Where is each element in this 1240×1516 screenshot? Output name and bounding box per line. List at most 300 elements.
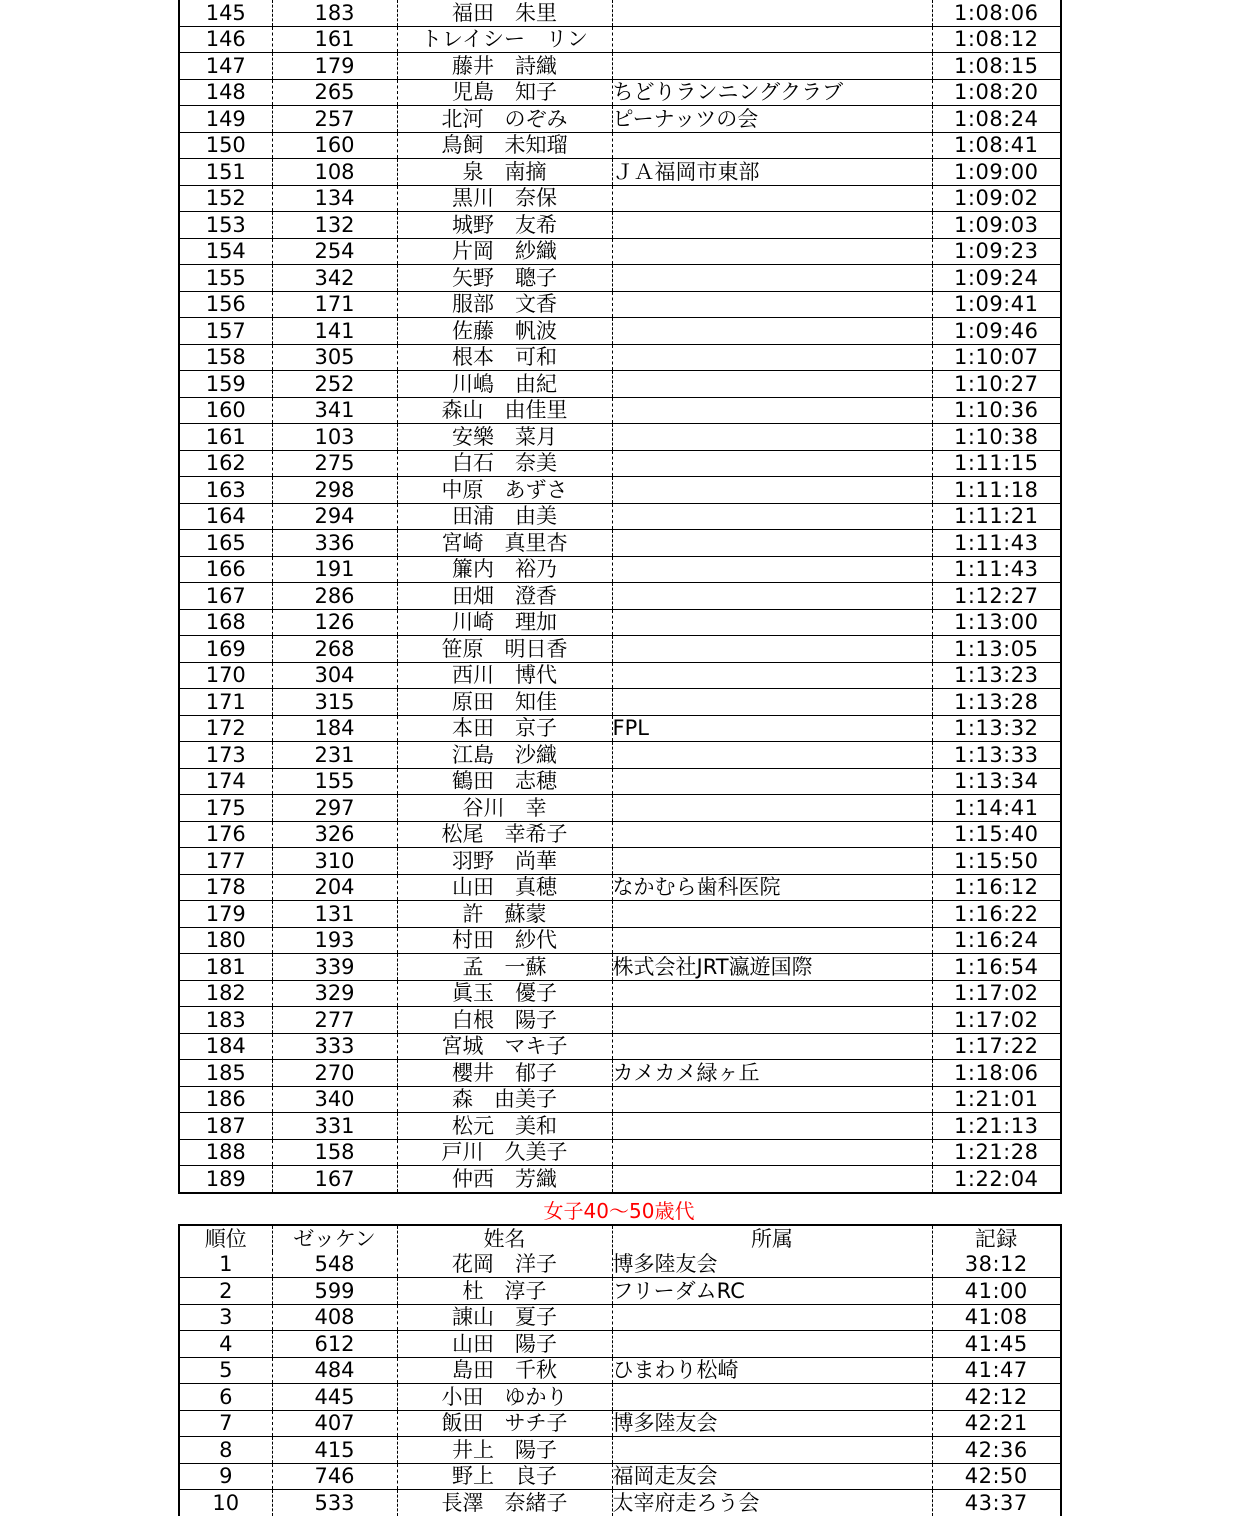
cell-bib: 329: [272, 980, 397, 1007]
cell-bib: 167: [272, 1166, 397, 1193]
cell-name: 飯田 サチ子: [397, 1410, 612, 1437]
cell-time: 1:09:00: [932, 159, 1061, 186]
cell-time: 1:13:23: [932, 662, 1061, 689]
cell-name: 北河 のぞみ: [397, 106, 612, 133]
cell-bib: 304: [272, 662, 397, 689]
cell-time: 1:13:28: [932, 689, 1061, 716]
cell-name: 服部 文香: [397, 291, 612, 318]
cell-name: 許 蘇蒙: [397, 901, 612, 928]
cell-name: 田浦 由美: [397, 503, 612, 530]
table-row: [179, 159, 1061, 186]
cell-name: 川嶋 由紀: [397, 371, 612, 398]
table-row: [179, 583, 1061, 610]
cell-bib: 231: [272, 742, 397, 769]
cell-club: [612, 265, 932, 292]
cell-bib: 310: [272, 848, 397, 875]
cell-time: 1:10:07: [932, 344, 1061, 371]
table-row: [179, 954, 1061, 981]
cell-rank: 157: [179, 318, 272, 345]
cell-name: 本田 京子: [397, 715, 612, 742]
cell-bib: 341: [272, 397, 397, 424]
cell-time: 1:08:24: [932, 106, 1061, 133]
cell-club: ＪＡ福岡市東部: [612, 159, 932, 186]
table-row: [179, 53, 1061, 80]
results-table-body: [179, 0, 1061, 1193]
cell-rank: 153: [179, 212, 272, 239]
cell-club: [612, 397, 932, 424]
cell-club: なかむら歯科医院: [612, 874, 932, 901]
cell-bib: 158: [272, 1139, 397, 1166]
results-table-continued: [178, 0, 1062, 1194]
cell-club: [612, 1437, 932, 1464]
table-row: [179, 1139, 1061, 1166]
section-title: 女子40～50歳代: [543, 1199, 695, 1223]
cell-rank: 183: [179, 1007, 272, 1034]
cell-rank: 189: [179, 1166, 272, 1193]
table-row: [179, 185, 1061, 212]
table-row: [179, 901, 1061, 928]
cell-club: 博多陸友会: [612, 1410, 932, 1437]
table-row: [179, 768, 1061, 795]
cell-bib: 275: [272, 450, 397, 477]
cell-bib: 599: [272, 1278, 397, 1305]
cell-name: 根本 可和: [397, 344, 612, 371]
cell-rank: 161: [179, 424, 272, 451]
cell-bib: 533: [272, 1490, 397, 1516]
cell-time: 1:09:24: [932, 265, 1061, 292]
cell-name: 白石 奈美: [397, 450, 612, 477]
cell-name: 笹原 明日香: [397, 636, 612, 663]
cell-rank: 150: [179, 132, 272, 159]
cell-time: 1:22:04: [932, 1166, 1061, 1193]
cell-club: [612, 503, 932, 530]
cell-name: 宮城 マキ子: [397, 1033, 612, 1060]
cell-rank: 158: [179, 344, 272, 371]
cell-rank: 8: [179, 1437, 272, 1464]
cell-name: トレイシー リン: [397, 26, 612, 53]
table-row: [179, 1166, 1061, 1193]
cell-club: [612, 1384, 932, 1411]
cell-time: 1:16:54: [932, 954, 1061, 981]
cell-name: 鶴田 志穂: [397, 768, 612, 795]
table-row: [179, 291, 1061, 318]
table-row: [179, 1252, 1061, 1278]
table-row: [179, 318, 1061, 345]
cell-club: [612, 344, 932, 371]
cell-time: 41:47: [932, 1357, 1061, 1384]
cell-name: 仲西 芳織: [397, 1166, 612, 1193]
table-row: [179, 212, 1061, 239]
table-row: [179, 371, 1061, 398]
cell-name: 簾内 裕乃: [397, 556, 612, 583]
cell-club: [612, 132, 932, 159]
table-row: [179, 715, 1061, 742]
header-rank: 順位: [179, 1225, 272, 1252]
cell-bib: 179: [272, 53, 397, 80]
table-row: [179, 132, 1061, 159]
cell-bib: 265: [272, 79, 397, 106]
cell-club: [612, 795, 932, 822]
cell-club: [612, 53, 932, 80]
table-row: [179, 1060, 1061, 1087]
cell-club: ピーナッツの会: [612, 106, 932, 133]
cell-name: 井上 陽子: [397, 1437, 612, 1464]
table-row: [179, 1490, 1061, 1516]
cell-rank: 188: [179, 1139, 272, 1166]
cell-time: 1:21:28: [932, 1139, 1061, 1166]
cell-club: [612, 0, 932, 26]
cell-bib: 132: [272, 212, 397, 239]
cell-club: [612, 1331, 932, 1358]
cell-time: 1:10:38: [932, 424, 1061, 451]
table-row: [179, 0, 1061, 26]
cell-time: 1:13:00: [932, 609, 1061, 636]
cell-bib: 183: [272, 0, 397, 26]
cell-time: 1:10:36: [932, 397, 1061, 424]
cell-rank: 147: [179, 53, 272, 80]
cell-club: ちどりランニングクラブ: [612, 79, 932, 106]
cell-bib: 103: [272, 424, 397, 451]
cell-rank: 3: [179, 1304, 272, 1331]
cell-bib: 254: [272, 238, 397, 265]
cell-time: 1:16:12: [932, 874, 1061, 901]
cell-name: 諌山 夏子: [397, 1304, 612, 1331]
cell-time: 1:17:02: [932, 1007, 1061, 1034]
table-row: [179, 821, 1061, 848]
cell-rank: 173: [179, 742, 272, 769]
cell-club: [612, 848, 932, 875]
cell-name: 泉 南摘: [397, 159, 612, 186]
cell-rank: 181: [179, 954, 272, 981]
cell-bib: 333: [272, 1033, 397, 1060]
cell-bib: 331: [272, 1113, 397, 1140]
cell-club: 太宰府走ろう会: [612, 1490, 932, 1516]
cell-name: 孟 一蘇: [397, 954, 612, 981]
cell-rank: 156: [179, 291, 272, 318]
header-row: [179, 1225, 1061, 1252]
cell-bib: 612: [272, 1331, 397, 1358]
cell-rank: 175: [179, 795, 272, 822]
cell-club: FPL: [612, 715, 932, 742]
cell-bib: 484: [272, 1357, 397, 1384]
cell-time: 1:11:18: [932, 477, 1061, 504]
cell-bib: 171: [272, 291, 397, 318]
cell-name: 児島 知子: [397, 79, 612, 106]
cell-bib: 252: [272, 371, 397, 398]
cell-club: [612, 424, 932, 451]
cell-bib: 298: [272, 477, 397, 504]
cell-club: [612, 662, 932, 689]
cell-time: 42:21: [932, 1410, 1061, 1437]
cell-rank: 7: [179, 1410, 272, 1437]
table-row: [179, 106, 1061, 133]
cell-club: [612, 1304, 932, 1331]
table-row: [179, 1278, 1061, 1305]
cell-bib: 548: [272, 1252, 397, 1278]
cell-time: 1:15:40: [932, 821, 1061, 848]
cell-time: 38:12: [932, 1252, 1061, 1278]
table-row: [179, 1331, 1061, 1358]
cell-time: 1:10:27: [932, 371, 1061, 398]
cell-rank: 177: [179, 848, 272, 875]
cell-rank: 184: [179, 1033, 272, 1060]
cell-bib: 191: [272, 556, 397, 583]
table-row: [179, 636, 1061, 663]
cell-bib: 268: [272, 636, 397, 663]
cell-rank: 168: [179, 609, 272, 636]
cell-time: 41:08: [932, 1304, 1061, 1331]
cell-rank: 178: [179, 874, 272, 901]
cell-rank: 5: [179, 1357, 272, 1384]
cell-rank: 182: [179, 980, 272, 1007]
cell-rank: 165: [179, 530, 272, 557]
cell-bib: 126: [272, 609, 397, 636]
cell-time: 41:00: [932, 1278, 1061, 1305]
cell-time: 1:08:15: [932, 53, 1061, 80]
cell-bib: 746: [272, 1463, 397, 1490]
header-name: 姓名: [397, 1225, 612, 1252]
cell-time: 1:09:46: [932, 318, 1061, 345]
cell-time: 1:17:22: [932, 1033, 1061, 1060]
cell-club: [612, 530, 932, 557]
cell-rank: 167: [179, 583, 272, 610]
cell-club: [612, 980, 932, 1007]
table-row: [179, 1086, 1061, 1113]
cell-club: [612, 927, 932, 954]
table-row: [179, 1410, 1061, 1437]
table-row: [179, 609, 1061, 636]
cell-rank: 185: [179, 1060, 272, 1087]
cell-club: [612, 689, 932, 716]
cell-time: 1:13:05: [932, 636, 1061, 663]
cell-name: 戸川 久美子: [397, 1139, 612, 1166]
cell-rank: 4: [179, 1331, 272, 1358]
cell-name: 山田 真穂: [397, 874, 612, 901]
cell-rank: 166: [179, 556, 272, 583]
cell-club: [612, 318, 932, 345]
table-row: [179, 1437, 1061, 1464]
cell-time: 1:15:50: [932, 848, 1061, 875]
cell-name: 谷川 幸: [397, 795, 612, 822]
cell-name: 片岡 紗織: [397, 238, 612, 265]
cell-name: 宮崎 真里杏: [397, 530, 612, 557]
cell-name: 眞玉 優子: [397, 980, 612, 1007]
table-row: [179, 450, 1061, 477]
cell-rank: 154: [179, 238, 272, 265]
cell-name: 原田 知佳: [397, 689, 612, 716]
cell-bib: 257: [272, 106, 397, 133]
cell-rank: 9: [179, 1463, 272, 1490]
cell-rank: 174: [179, 768, 272, 795]
cell-name: 松元 美和: [397, 1113, 612, 1140]
cell-bib: 326: [272, 821, 397, 848]
cell-bib: 407: [272, 1410, 397, 1437]
cell-name: 黒川 奈保: [397, 185, 612, 212]
cell-bib: 294: [272, 503, 397, 530]
cell-club: [612, 450, 932, 477]
table-row: [179, 689, 1061, 716]
cell-time: 1:09:41: [932, 291, 1061, 318]
cell-bib: 342: [272, 265, 397, 292]
cell-rank: 179: [179, 901, 272, 928]
table-row: [179, 1033, 1061, 1060]
cell-bib: 445: [272, 1384, 397, 1411]
cell-rank: 148: [179, 79, 272, 106]
cell-bib: 193: [272, 927, 397, 954]
cell-name: 城野 友希: [397, 212, 612, 239]
results-table-body: [179, 1252, 1061, 1516]
cell-club: カメカメ緑ヶ丘: [612, 1060, 932, 1087]
cell-time: 1:13:33: [932, 742, 1061, 769]
cell-time: 42:50: [932, 1463, 1061, 1490]
cell-time: 1:21:13: [932, 1113, 1061, 1140]
cell-time: 1:13:32: [932, 715, 1061, 742]
cell-name: 森山 由佳里: [397, 397, 612, 424]
table-row: [179, 1463, 1061, 1490]
cell-rank: 1: [179, 1252, 272, 1278]
cell-time: 1:11:43: [932, 530, 1061, 557]
cell-bib: 204: [272, 874, 397, 901]
table-row: [179, 238, 1061, 265]
cell-time: 42:12: [932, 1384, 1061, 1411]
cell-club: 福岡走友会: [612, 1463, 932, 1490]
cell-rank: 164: [179, 503, 272, 530]
cell-club: [612, 556, 932, 583]
cell-rank: 160: [179, 397, 272, 424]
cell-club: [612, 742, 932, 769]
cell-bib: 336: [272, 530, 397, 557]
cell-name: 西川 博代: [397, 662, 612, 689]
table-row: [179, 79, 1061, 106]
cell-club: [612, 609, 932, 636]
cell-bib: 108: [272, 159, 397, 186]
cell-club: [612, 1166, 932, 1193]
cell-rank: 187: [179, 1113, 272, 1140]
cell-rank: 2: [179, 1278, 272, 1305]
cell-name: 田畑 澄香: [397, 583, 612, 610]
cell-rank: 169: [179, 636, 272, 663]
cell-club: [612, 185, 932, 212]
cell-bib: 161: [272, 26, 397, 53]
cell-club: [612, 1007, 932, 1034]
cell-bib: 339: [272, 954, 397, 981]
table-row: [179, 1304, 1061, 1331]
cell-rank: 146: [179, 26, 272, 53]
cell-time: 1:11:43: [932, 556, 1061, 583]
cell-rank: 180: [179, 927, 272, 954]
table-row: [179, 1113, 1061, 1140]
header-bib: ゼッケン: [272, 1225, 397, 1252]
table-row: [179, 1007, 1061, 1034]
cell-rank: 149: [179, 106, 272, 133]
cell-name: 白根 陽子: [397, 1007, 612, 1034]
cell-club: [612, 1113, 932, 1140]
cell-name: 矢野 聰子: [397, 265, 612, 292]
cell-bib: 286: [272, 583, 397, 610]
cell-time: 1:08:12: [932, 26, 1061, 53]
cell-time: 1:08:20: [932, 79, 1061, 106]
cell-rank: 171: [179, 689, 272, 716]
cell-name: 花岡 洋子: [397, 1252, 612, 1278]
table-row: [179, 1357, 1061, 1384]
cell-time: 1:08:41: [932, 132, 1061, 159]
cell-club: [612, 212, 932, 239]
cell-name: 村田 紗代: [397, 927, 612, 954]
cell-rank: 151: [179, 159, 272, 186]
cell-time: 1:08:06: [932, 0, 1061, 26]
cell-bib: 415: [272, 1437, 397, 1464]
cell-bib: 141: [272, 318, 397, 345]
cell-club: ひまわり松崎: [612, 1357, 932, 1384]
cell-time: 1:17:02: [932, 980, 1061, 1007]
table-row: [179, 503, 1061, 530]
cell-time: 1:21:01: [932, 1086, 1061, 1113]
cell-name: 福田 朱里: [397, 0, 612, 26]
cell-club: [612, 371, 932, 398]
cell-time: 1:09:02: [932, 185, 1061, 212]
cell-club: [612, 477, 932, 504]
table-header: [179, 1225, 1061, 1252]
cell-club: [612, 238, 932, 265]
cell-bib: 160: [272, 132, 397, 159]
cell-name: 佐藤 帆波: [397, 318, 612, 345]
cell-time: 1:13:34: [932, 768, 1061, 795]
cell-name: 鳥飼 未知瑠: [397, 132, 612, 159]
cell-name: 杜 淳子: [397, 1278, 612, 1305]
cell-club: [612, 768, 932, 795]
cell-club: 博多陸友会: [612, 1252, 932, 1278]
cell-name: 藤井 詩織: [397, 53, 612, 80]
cell-name: 野上 良子: [397, 1463, 612, 1490]
cell-time: 41:45: [932, 1331, 1061, 1358]
cell-name: 中原 あずさ: [397, 477, 612, 504]
cell-rank: 186: [179, 1086, 272, 1113]
cell-bib: 155: [272, 768, 397, 795]
cell-time: 1:18:06: [932, 1060, 1061, 1087]
cell-name: 長澤 奈緒子: [397, 1490, 612, 1516]
cell-club: 株式会社JRT瀛遊国際: [612, 954, 932, 981]
cell-bib: 134: [272, 185, 397, 212]
cell-time: 1:11:21: [932, 503, 1061, 530]
cell-club: [612, 291, 932, 318]
table-row: [179, 26, 1061, 53]
table-row: [179, 556, 1061, 583]
cell-club: [612, 583, 932, 610]
header-time: 記録: [932, 1225, 1061, 1252]
table-row: [179, 662, 1061, 689]
header-club: 所属: [612, 1225, 932, 1252]
cell-rank: 170: [179, 662, 272, 689]
cell-rank: 155: [179, 265, 272, 292]
table-row: [179, 848, 1061, 875]
cell-rank: 172: [179, 715, 272, 742]
table-row: [179, 477, 1061, 504]
table-row: [179, 424, 1061, 451]
cell-time: 43:37: [932, 1490, 1061, 1516]
table-row: [179, 344, 1061, 371]
cell-time: 1:12:27: [932, 583, 1061, 610]
table-row: [179, 397, 1061, 424]
cell-rank: 163: [179, 477, 272, 504]
cell-rank: 145: [179, 0, 272, 26]
cell-bib: 270: [272, 1060, 397, 1087]
cell-name: 松尾 幸希子: [397, 821, 612, 848]
cell-bib: 408: [272, 1304, 397, 1331]
cell-club: [612, 1033, 932, 1060]
cell-name: 山田 陽子: [397, 1331, 612, 1358]
cell-bib: 277: [272, 1007, 397, 1034]
cell-time: 1:14:41: [932, 795, 1061, 822]
